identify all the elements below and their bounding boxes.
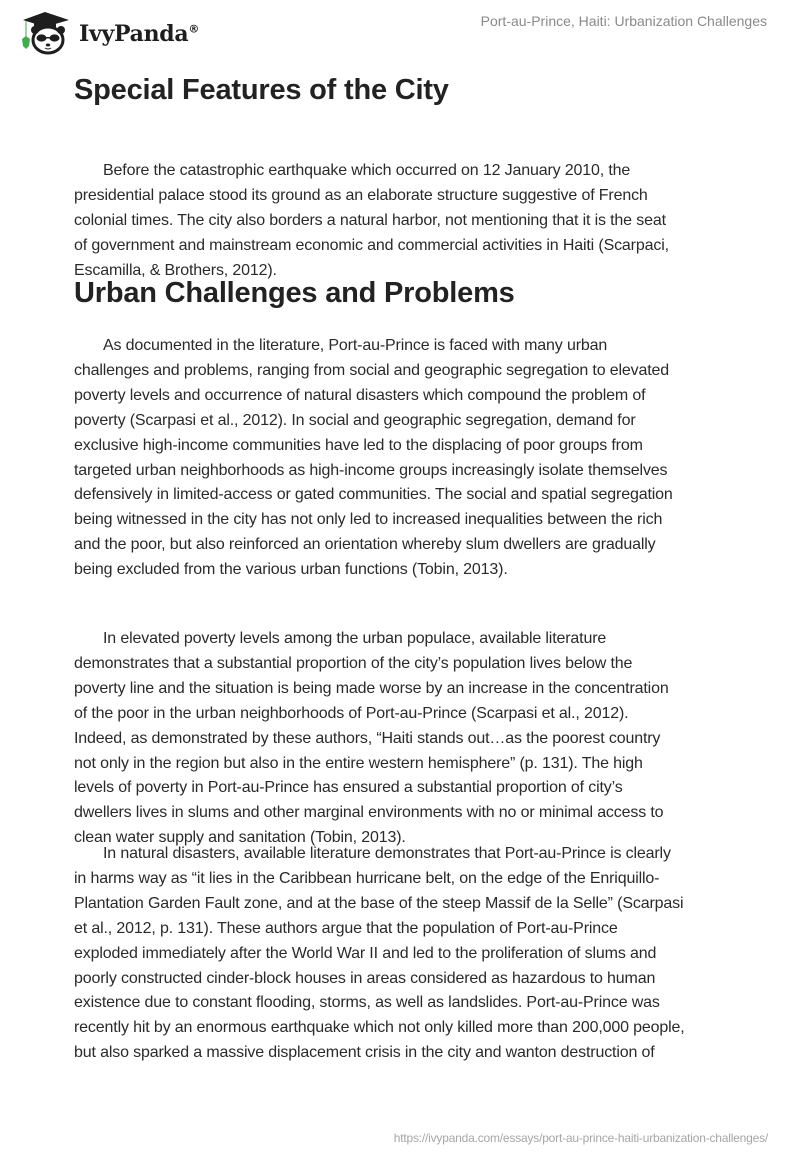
paragraph-line: but also sparked a massive displacement crisis in the city and wanton destruction of <box>74 1044 655 1062</box>
paragraph-line: Before the catastrophic earthquake which occurred on 12 January 2010, the <box>103 162 631 179</box>
paragraph-line: poverty (Scarpasi et al., 2012). In social and geographic segregation, demand for <box>74 411 636 429</box>
source-url-link[interactable]: https://ivypanda.com/essays/port-au-prince-haiti-urbanization-challenges/ <box>393 1131 768 1145</box>
paragraph-line: In natural disasters, available literature demonstrates that Port-au-Prince is clearly <box>103 845 671 862</box>
paragraph-line: As documented in the literature, Port-au-Prince is faced with many urban <box>103 337 608 354</box>
paragraph-line: being witnessed in the city has not only led to increased inequalities between the rich <box>74 511 663 529</box>
paragraph-line: exclusive high-income communities have led to the displacing of poor groups from <box>74 436 643 454</box>
paragraph-line: of the poor in the urban neighborhoods of Port-au-Prince (Scarpasi et al., 2012). <box>74 704 629 722</box>
paragraph-line: et al., 2012, p. 131). These authors argue that the population of Port-au-Prince <box>74 919 618 937</box>
paragraph-line: exploded immediately after the World War II and led to the proliferation of slums and <box>74 944 657 962</box>
paragraph <box>74 159 774 284</box>
document-title: Port-au-Prince, Haiti: Urbanization Challenges <box>480 13 767 29</box>
panda-graduation-cap-icon <box>17 8 73 56</box>
paragraph-line: poverty levels and occurrence of natural disasters which compound the problem of <box>74 386 646 404</box>
paragraph-line: Escamilla, & Brothers, 2012). <box>74 261 277 279</box>
paragraph-line: demonstrates that a substantial proportion of the city’s population lives below the <box>74 654 633 672</box>
paragraph-line: not only in the region but also in the entire western hemisphere” (p. 131). The high <box>74 754 643 772</box>
paragraph-line: and the poor, but also reinforced an orientation whereby slum dwellers are gradually <box>74 536 656 554</box>
paragraph-line: targeted urban neighborhoods as high-income groups increasingly isolate themselves <box>74 461 668 479</box>
paragraph-line: challenges and problems, ranging from social and geographic segregation to elevated <box>74 361 670 379</box>
paragraph-line: colonial times. The city also borders a natural harbor, not mentioning that it is the seat <box>74 211 666 229</box>
paragraph-line: dwellers lives in slums and other marginal environments with no or minimal access to <box>74 804 664 822</box>
ivypanda-logo[interactable] <box>17 8 199 56</box>
paragraph-line: recently hit by an enormous earthquake which not only killed more than 200,000 people, <box>74 1019 685 1037</box>
paragraph-line: presidential palace stood its ground as an elaborate structure suggestive of French <box>74 186 648 204</box>
paragraph <box>74 334 774 583</box>
paragraph-line: in harms way as “it lies in the Caribbean hurricane belt, on the edge of the Enriquillo- <box>74 869 660 887</box>
paragraph-line: being excluded from the various urban functions (Tobin, 2013). <box>74 561 508 579</box>
paragraph-line: Plantation Garden Fault zone, and at the base of the steep Massif de la Selle” (Scarpasi <box>74 894 684 912</box>
paragraph-line: poverty line and the situation is being made worse by an increase in the concentration <box>74 679 669 697</box>
section-heading-special-features: Special Features of the City <box>74 74 449 106</box>
paragraph-line: poorly constructed cinder-block houses in areas considered as hazardous to human <box>74 969 656 987</box>
paragraph-line: In elevated poverty levels among the urban populace, available literature <box>103 630 607 647</box>
paragraph-line: levels of poverty in Port-au-Prince has ensured a substantial proportion of city’s <box>74 779 623 797</box>
section-heading-urban-challenges: Urban Challenges and Problems <box>74 277 515 309</box>
paragraph-line: of government and mainstream economic and commercial activities in Haiti (Scarpaci, <box>74 236 669 254</box>
paragraph-line: defensively in limited-access or gated communities. The social and spatial segregation <box>74 486 673 504</box>
paragraph <box>74 842 774 1066</box>
paragraph-line: Indeed, as demonstrated by these authors, “Haiti stands out…as the poorest country <box>74 729 661 747</box>
paragraph <box>74 627 774 851</box>
paragraph-line: existence due to constant flooding, storms, as well as landslides. Port-au-Prince was <box>74 994 660 1012</box>
paragraph-line: clean water supply and sanitation (Tobin, 2013). <box>74 829 406 847</box>
page-header <box>0 0 800 60</box>
logo-text: IvyPanda® <box>79 21 200 47</box>
